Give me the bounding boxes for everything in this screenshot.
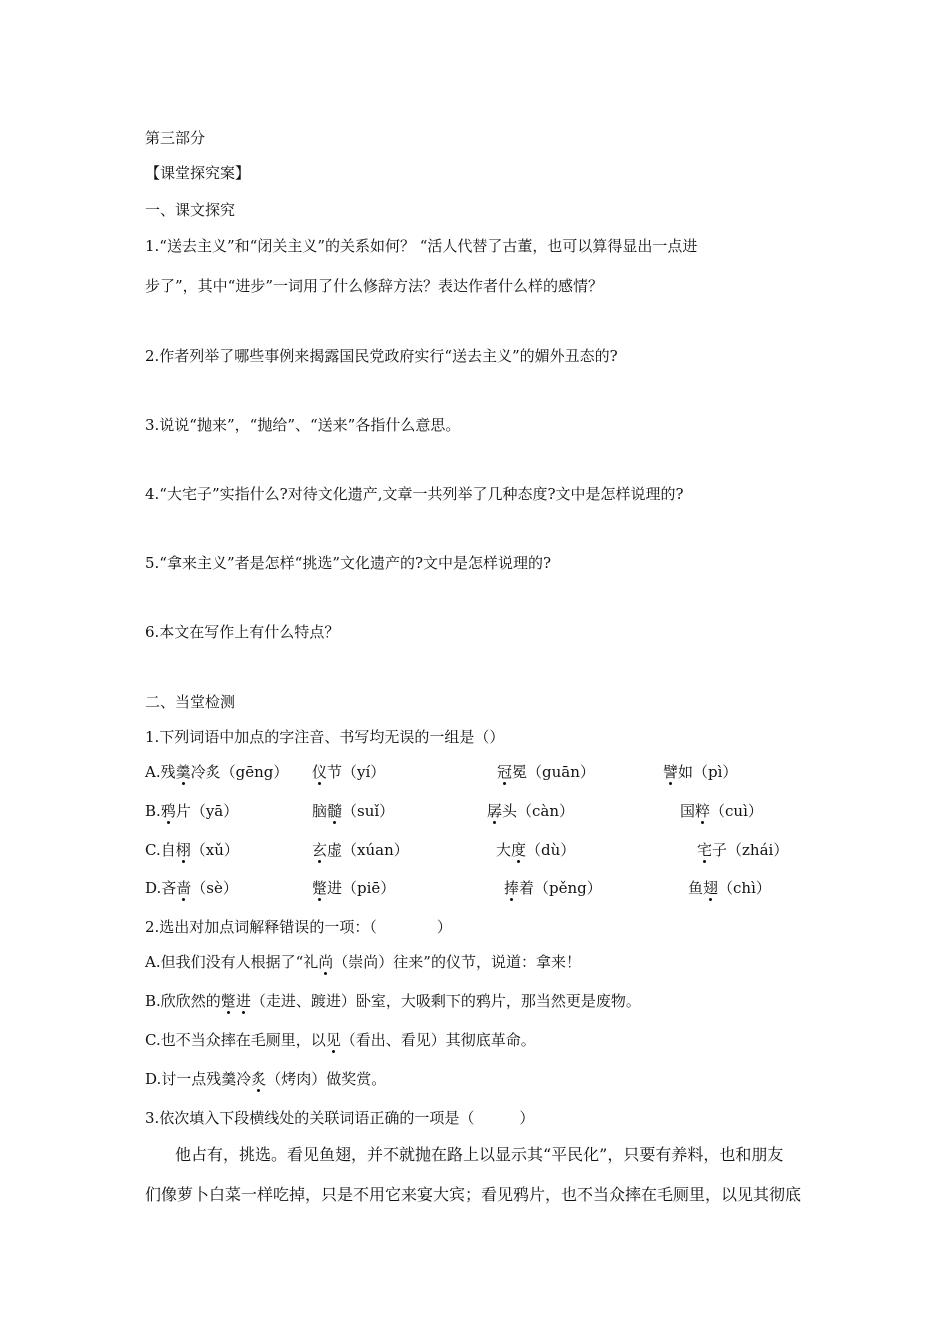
option-text: A.但我们没有人根据了“礼: [145, 953, 319, 971]
option-text: （看出、看见）其彻底革命。: [340, 1031, 536, 1049]
option-text: A.残: [145, 763, 176, 781]
dotted-char: 炙: [251, 1070, 267, 1088]
option-text: 脑: [312, 802, 328, 820]
question-5: 5.“拿来主义”者是怎样“挑选”文化遗产的?文中是怎样说理的?: [145, 554, 552, 572]
option-text: （sè）: [191, 879, 238, 897]
option-text: （suǐ）: [342, 802, 395, 820]
option-text: 大: [496, 841, 512, 859]
test-question-1: 1.下列词语中加点的字注音、书写均无误的一组是（）: [145, 728, 505, 746]
dotted-char: 尚: [318, 953, 334, 971]
option-text: 鱼: [688, 879, 704, 897]
dotted-char: 宅: [697, 841, 713, 859]
dotted-char: 蹩: [220, 992, 236, 1010]
option-text: 冷炙（gēng）: [190, 763, 289, 781]
dotted-char: 粹: [695, 802, 711, 820]
question-3: 3.说说“抛来”，“抛给”、“送来”各指什么意思。: [145, 416, 461, 434]
option-item: [688, 878, 771, 898]
dotted-char: 仪: [312, 763, 328, 781]
option-text: （dù）: [526, 841, 576, 859]
dotted-char: 进: [235, 992, 251, 1010]
option-text: （崇尚）往来”的仪节，说道：拿来！: [333, 953, 581, 971]
option-text: 子（zhái）: [712, 841, 789, 859]
option-text: （走进、踱进）卧室，大吸剩下的鸦片，那当然更是废物。: [250, 992, 641, 1010]
option-item: [145, 762, 288, 782]
section-heading-2: 二、当堂检测: [145, 693, 236, 711]
dotted-char: 见: [325, 1031, 341, 1049]
option-item: [145, 801, 238, 821]
option-item: [663, 762, 737, 782]
option-text: 冕（guān）: [512, 763, 595, 781]
option-text: （烤肉）做奖赏。: [266, 1070, 387, 1088]
option-item: [680, 801, 763, 821]
option-text: 节（yí）: [327, 763, 386, 781]
option-item: [697, 840, 788, 860]
option-text: （chì）: [718, 879, 771, 897]
option-item: [312, 762, 385, 782]
option-item: [504, 878, 602, 898]
option-item: [312, 878, 395, 898]
option-text: 国: [680, 802, 696, 820]
option-text: B.: [145, 802, 161, 820]
option-item: [145, 878, 238, 898]
option-text: 片（yā）: [175, 802, 239, 820]
option-text: C.也不当众摔在毛厕里，以: [145, 1031, 326, 1049]
dotted-char: 玄: [312, 841, 328, 859]
dotted-char: 度: [511, 841, 527, 859]
section-heading-1: 一、课文探究: [145, 201, 236, 219]
test-question-2: 2.选出对加点词解释错误的一项：（ ）: [145, 918, 452, 936]
dotted-char: 翅: [703, 879, 719, 897]
dotted-char: 髓: [327, 802, 343, 820]
question-1-line-1: 1.“送去主义”和“闭关主义”的关系如何？ “活人代替了古董，也可以算得显出一点进: [145, 237, 698, 255]
option-text: D.讨一点残羹冷: [145, 1070, 252, 1088]
part-title: 第三部分: [145, 129, 206, 147]
option-text: 如（pì）: [678, 763, 738, 781]
dotted-char: 栩: [175, 841, 191, 859]
option-text: 头（càn）: [502, 802, 575, 820]
option-text: （cuì）: [710, 802, 763, 820]
option-text: 虚（xúan）: [327, 841, 409, 859]
question-2: 2.作者列举了哪些事例来揭露国民党政府实行“送去主义”的媚外丑态的?: [145, 347, 618, 365]
option-item: [312, 801, 394, 821]
option-item: [145, 840, 239, 860]
option-text: 着（pěng）: [519, 879, 602, 897]
passage-line-1: 他占有，挑选。看见鱼翅，并不就抛在路上以显示其“平民化”，只要有养料，也和朋友: [175, 1145, 784, 1164]
option-item: [497, 762, 595, 782]
dotted-char: 羹: [175, 763, 191, 781]
option-text: D.吝: [145, 879, 177, 897]
dotted-char: 譬: [663, 763, 679, 781]
question-2-option-c: [145, 1030, 536, 1050]
option-item: [496, 840, 575, 860]
dotted-char: 鸦: [160, 802, 176, 820]
option-text: C.自: [145, 841, 176, 859]
option-item: [487, 801, 574, 821]
question-2-option-a: [145, 952, 581, 972]
test-question-3: 3.依次填入下段横线处的关联词语正确的一项是（ ）: [145, 1109, 535, 1127]
dotted-char: 捧: [504, 879, 520, 897]
option-text: 进（piē）: [327, 879, 396, 897]
question-2-option-d: [145, 1069, 386, 1089]
question-1-line-2: 步了”，其中“进步”一词用了什么修辞方法？表达作者什么样的感情？: [145, 277, 604, 295]
dotted-char: 孱: [487, 802, 503, 820]
dotted-char: 冠: [497, 763, 513, 781]
option-text: B.欣欣然的: [145, 992, 221, 1010]
question-2-option-b: [145, 991, 641, 1011]
question-4: 4.“大宅子”实指什么?对待文化遗产,文章一共列举了几种态度?文中是怎样说理的?: [145, 485, 684, 503]
question-6: 6.本文在写作上有什么特点？: [145, 623, 340, 641]
passage-line-2: 们像萝卜白菜一样吃掉，只是不用它来宴大宾；看见鸦片，也不当众摔在毛厕里，以见其彻底: [145, 1185, 802, 1204]
dotted-char: 蹩: [312, 879, 328, 897]
dotted-char: 啬: [176, 879, 192, 897]
section-title: 【课堂探究案】: [145, 164, 251, 182]
option-text: （xǔ）: [190, 841, 239, 859]
option-item: [312, 840, 409, 860]
